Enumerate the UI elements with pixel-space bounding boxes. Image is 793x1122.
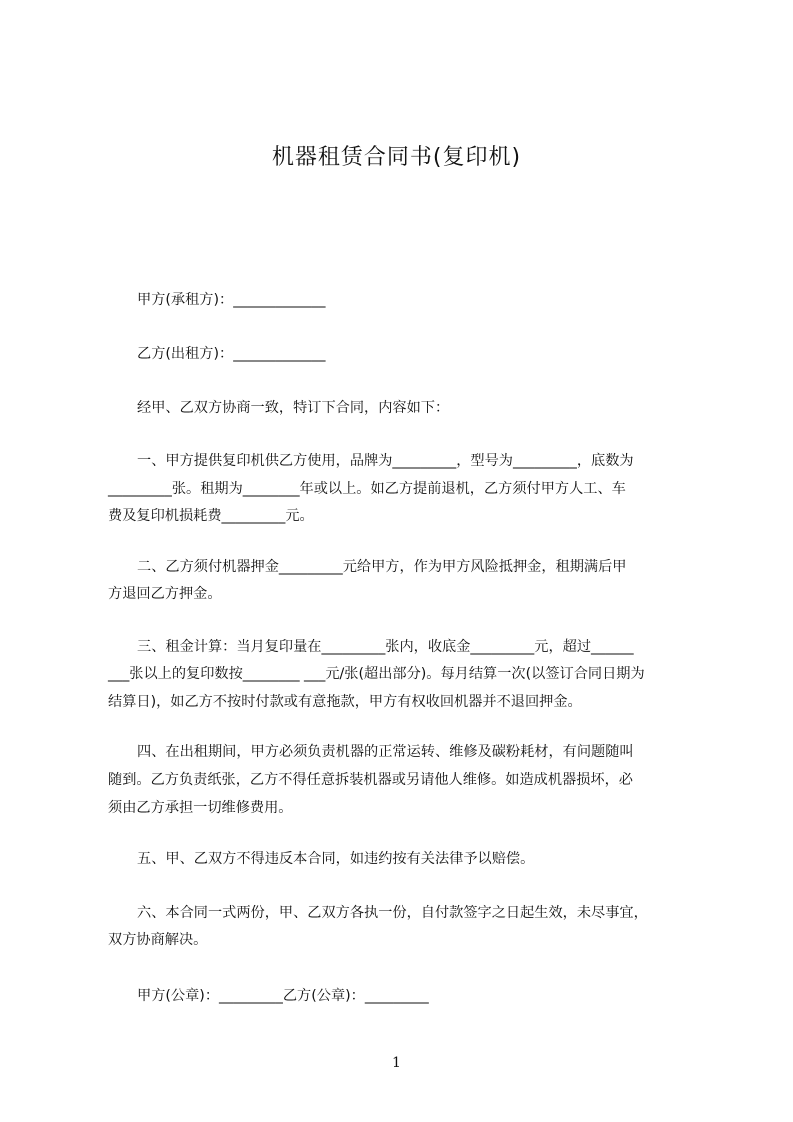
clause-3-line-3: 结算日)，如乙方不按时付款或有意拖款，甲方有权收回机器并不退回押金。	[108, 694, 582, 710]
clause-5-line-1: 五、甲、乙双方不得违反本合同，如违约按有关法律予以赔偿。	[137, 851, 535, 867]
clause-6-line-2: 双方协商解决。	[108, 932, 208, 948]
intro-line: 经甲、乙双方协商一致，特订下合同，内容如下：	[137, 400, 450, 416]
clause-4-line-1: 四、在出租期间，甲方必须负责机器的正常运转、维修及碳粉耗材，有问题随叫	[137, 744, 634, 760]
clause-3-line-2: ___张以上的复印数按________ ___元/张(超出部分)。每月结算一次(以签订合同日期为	[108, 666, 645, 682]
clause-2-line-2: 方退回乙方押金。	[108, 586, 222, 602]
clause-2-line-1: 二、乙方须付机器押金_________元给甲方，作为甲方风险抵押金，租期满后甲	[137, 559, 627, 575]
page-number: 1	[392, 1055, 401, 1071]
party-a-line: 甲方(承租方)：_____________	[137, 292, 326, 308]
clause-6-line-1: 六、本合同一式两份，甲、乙双方各执一份，自付款签字之日起生效，未尽事宜，	[137, 905, 648, 921]
clause-1-line-3: 费及复印机损耗费_________元。	[108, 508, 314, 524]
clause-3-line-1: 三、租金计算：当月复印量在_________张内，收底金_________元，超过______	[137, 639, 634, 655]
signature-line: 甲方(公章)：_________乙方(公章)：_________	[137, 988, 429, 1004]
clause-4-line-2: 随到。乙方负责纸张，乙方不得任意拆装机器或另请他人维修。如造成机器损坏，必	[108, 772, 633, 788]
clause-4-line-3: 须由乙方承担一切维修费用。	[108, 800, 293, 816]
party-b-line: 乙方(出租方)：_____________	[137, 346, 326, 362]
page-title: 机器租赁合同书(复印机)	[271, 145, 522, 170]
clause-1-line-1: 一、甲方提供复印机供乙方使用，品牌为_________，型号为_________，底数为	[137, 453, 634, 469]
clause-1-line-2: _________张。租期为________年或以上。如乙方提前退机，乙方须付甲方人工、车	[108, 481, 626, 497]
